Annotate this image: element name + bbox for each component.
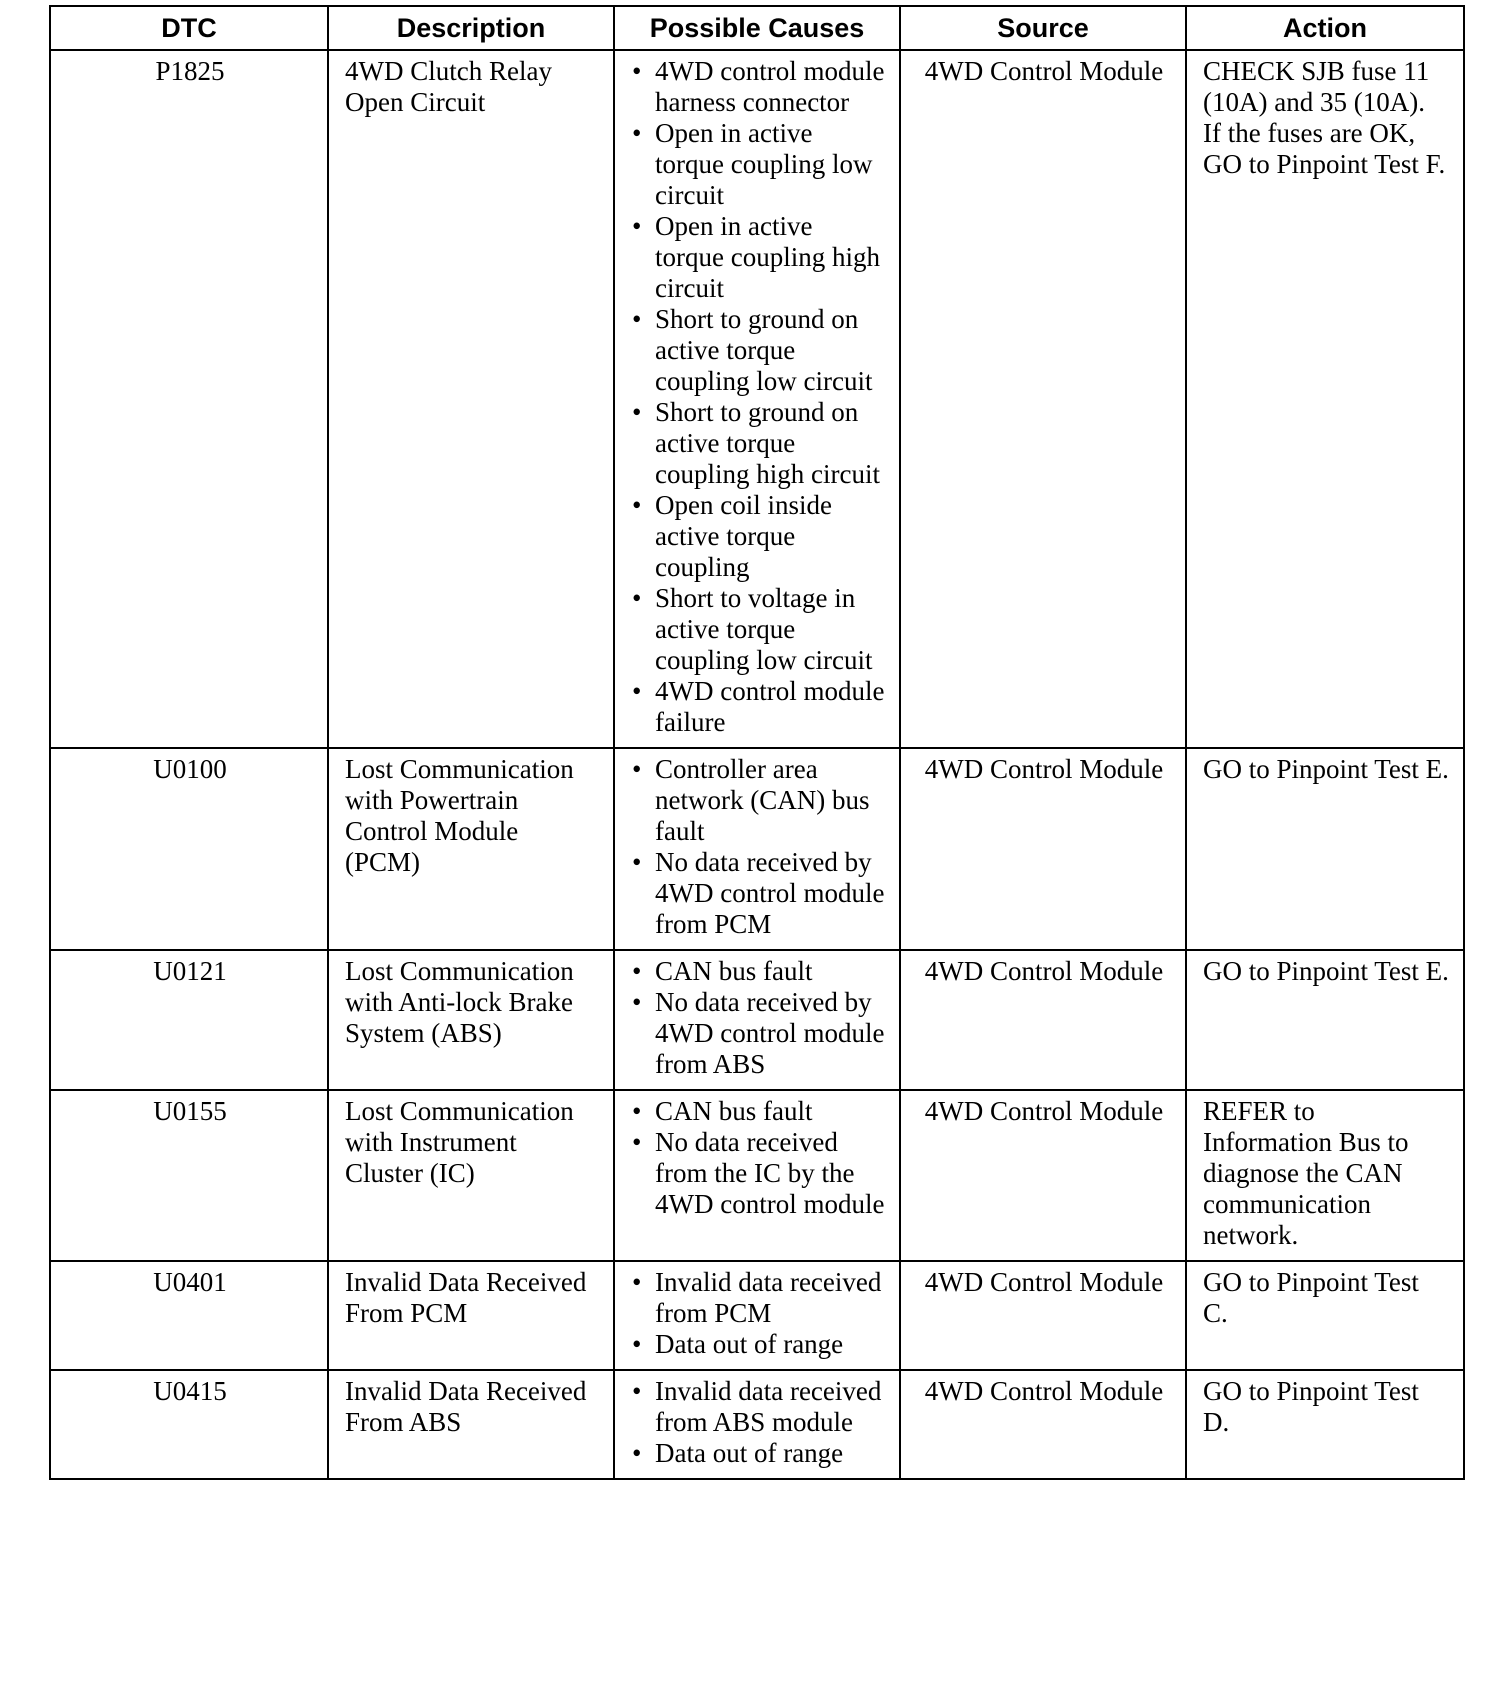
dtc-action: GO to Pinpoint Test D.: [1186, 1370, 1464, 1479]
dtc-code: U0401: [50, 1261, 328, 1370]
causes-list: [631, 1096, 885, 1220]
cause-item: • CAN bus fault: [631, 1096, 885, 1127]
cause-item: • Open in active torque coupling low circuit: [631, 118, 885, 211]
causes-list: [631, 1376, 885, 1469]
dtc-source: 4WD Control Module: [900, 50, 1186, 748]
possible-causes: [614, 1261, 900, 1370]
dtc-code: P1825: [50, 50, 328, 748]
cause-item: • 4WD control module harness connector: [631, 56, 885, 118]
possible-causes: [614, 1090, 900, 1261]
dtc-action: CHECK SJB fuse 11 (10A) and 35 (10A). If the fuses are OK, GO to Pinpoint Test F.: [1186, 50, 1464, 748]
dtc-action: REFER to Information Bus to diagnose the CAN communication network.: [1186, 1090, 1464, 1261]
dtc-description: Lost Communication with Powertrain Control Module (PCM): [328, 748, 614, 950]
table-row: [50, 748, 1464, 950]
possible-causes: [614, 1370, 900, 1479]
dtc-description: Lost Communication with Instrument Cluster (IC): [328, 1090, 614, 1261]
column-header-possible-causes: Possible Causes: [614, 6, 900, 50]
column-header-dtc: DTC: [50, 6, 328, 50]
table-row: [50, 50, 1464, 748]
dtc-source: 4WD Control Module: [900, 1261, 1186, 1370]
possible-causes: [614, 50, 900, 748]
cause-item: • CAN bus fault: [631, 956, 885, 987]
column-header-action: Action: [1186, 6, 1464, 50]
cause-item: • Invalid data received from ABS module: [631, 1376, 885, 1438]
cause-item: • No data received by 4WD control module from PCM: [631, 847, 885, 940]
dtc-code: U0100: [50, 748, 328, 950]
cause-item: • No data received from the IC by the 4WD control module: [631, 1127, 885, 1220]
dtc-description: Invalid Data Received From PCM: [328, 1261, 614, 1370]
table-row: [50, 950, 1464, 1090]
dtc-source: 4WD Control Module: [900, 748, 1186, 950]
causes-list: [631, 56, 885, 738]
cause-item: • Open in active torque coupling high circuit: [631, 211, 885, 304]
dtc-description: Lost Communication with Anti-lock Brake System (ABS): [328, 950, 614, 1090]
possible-causes: [614, 748, 900, 950]
causes-list: [631, 1267, 885, 1360]
cause-item: • Invalid data received from PCM: [631, 1267, 885, 1329]
cause-item: • Data out of range: [631, 1329, 885, 1360]
cause-item: • Controller area network (CAN) bus fault: [631, 754, 885, 847]
table-row: [50, 1090, 1464, 1261]
dtc-code: U0121: [50, 950, 328, 1090]
cause-item: • Short to ground on active torque coupling low circuit: [631, 304, 885, 397]
causes-list: [631, 956, 885, 1080]
cause-item: • No data received by 4WD control module from ABS: [631, 987, 885, 1080]
cause-item: • Open coil inside active torque coupling: [631, 490, 885, 583]
dtc-code: U0415: [50, 1370, 328, 1479]
possible-causes: [614, 950, 900, 1090]
dtc-action: GO to Pinpoint Test C.: [1186, 1261, 1464, 1370]
dtc-source: 4WD Control Module: [900, 1090, 1186, 1261]
column-header-source: Source: [900, 6, 1186, 50]
causes-list: [631, 754, 885, 940]
dtc-description: 4WD Clutch Relay Open Circuit: [328, 50, 614, 748]
cause-item: • Short to ground on active torque coupling high circuit: [631, 397, 885, 490]
dtc-description: Invalid Data Received From ABS: [328, 1370, 614, 1479]
header-row: [50, 6, 1464, 50]
dtc-action: GO to Pinpoint Test E.: [1186, 950, 1464, 1090]
dtc-source: 4WD Control Module: [900, 950, 1186, 1090]
table-row: [50, 1370, 1464, 1479]
cause-item: • Short to voltage in active torque coupling low circuit: [631, 583, 885, 676]
dtc-action: GO to Pinpoint Test E.: [1186, 748, 1464, 950]
dtc-table: [49, 5, 1465, 1480]
table-row: [50, 1261, 1464, 1370]
dtc-code: U0155: [50, 1090, 328, 1261]
column-header-description: Description: [328, 6, 614, 50]
cause-item: • Data out of range: [631, 1438, 885, 1469]
cause-item: • 4WD control module failure: [631, 676, 885, 738]
dtc-source: 4WD Control Module: [900, 1370, 1186, 1479]
